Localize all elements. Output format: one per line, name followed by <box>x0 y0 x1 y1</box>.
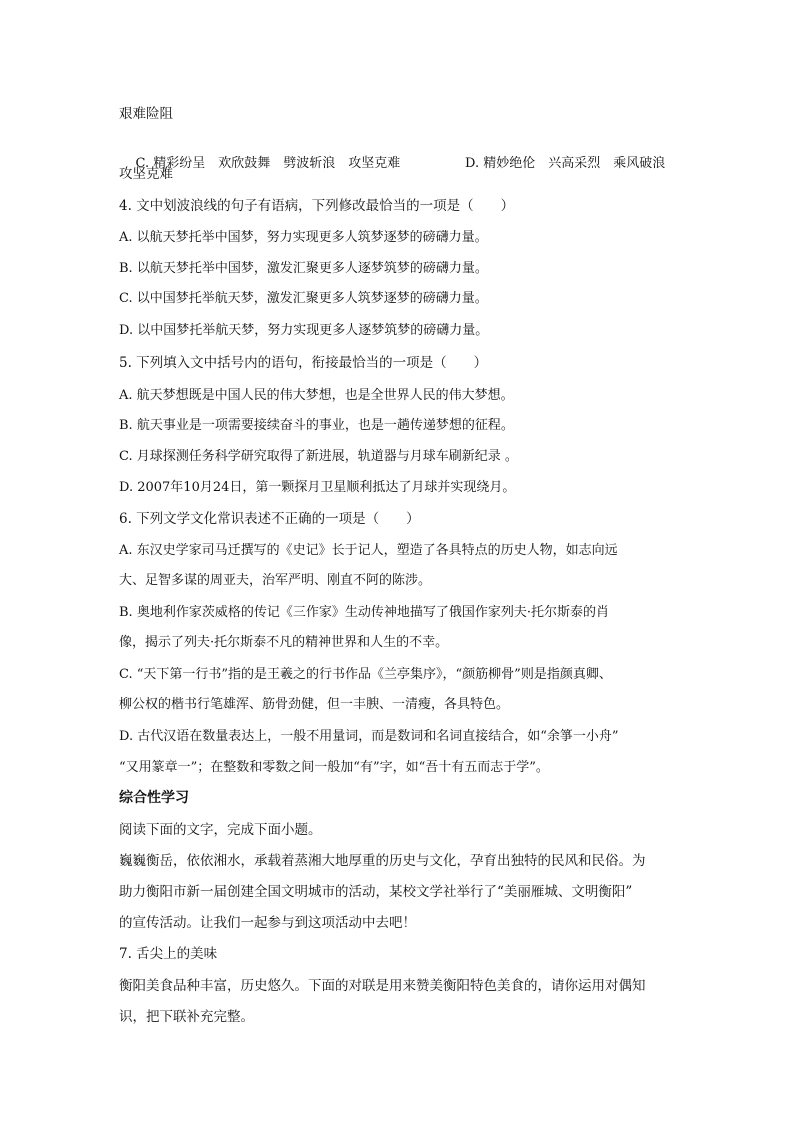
question-7-body: 衡阳美食品种丰富，历史悠久。下面的对联是用来赞美衡阳特色美食的，请你运用对偶知 <box>119 978 646 994</box>
question-4: 4. 文中划波浪线的句子有语病，下列修改最恰当的一项是（ ） <box>119 198 515 214</box>
question-6: 6. 下列文学文化常识表述不正确的一项是（ ） <box>119 511 420 527</box>
question-6-option-b-cont: 像，揭示了列夫·托尔斯泰不凡的精神世界和人生的不幸。 <box>119 635 449 650</box>
question-7: 7. 舌尖上的美味 <box>119 946 218 962</box>
question-5-option-d: D. 2007年10月24日，第一颗探月卫星顺利抵达了月球并实现绕月。 <box>119 480 516 495</box>
question-6-option-a-cont: 大、足智多谋的周亚夫，治军严明、刚直不阿的陈涉。 <box>119 573 432 588</box>
question-6-option-a: A. 东汉史学家司马迁撰写的《史记》长于记人，塑造了各具特点的历史人物，如志向远 <box>119 543 618 558</box>
section-heading: 综合性学习 <box>119 790 189 806</box>
question-5-option-c: C. 月球探测任务科学研究取得了新进展，轨道器与月球车刷新纪录 。 <box>119 449 518 464</box>
question-4-option-a: A. 以航天梦托举中国梦，努力实现更多人筑梦逐梦的磅礴力量。 <box>119 230 488 245</box>
question-6-option-c-cont: 柳公权的楷书行笔雄浑、筋骨劲健，但一丰腴、一清瘦，各具特色。 <box>119 697 510 712</box>
passage-line: 的宣传活动。让我们一起参与到这项活动中去吧！ <box>119 915 416 931</box>
question-6-option-c: C. “天下第一行书”指的是王羲之的行书作品《兰亭集序》，“颜筋柳骨”则是指颜真卿、 <box>119 667 612 682</box>
section-intro: 阅读下面的文字，完成下面小题。 <box>119 822 322 838</box>
passage-line: 巍巍衡岳，依依湘水，承载着蒸湘大地厚重的历史与文化，孕育出独特的民风和民俗。为 <box>119 853 646 869</box>
option-d: D. 精妙绝伦 兴高采烈 乘风破浪 <box>465 156 666 171</box>
question-7-body-cont: 识，把下联补充完整。 <box>119 1009 254 1025</box>
text-line: 攻坚克难 <box>119 166 173 182</box>
question-6-option-d: D. 古代汉语在数量表达上，一般不用量词，而是数词和名词直接结合，如“余箏一小舟” <box>119 729 619 744</box>
text-line: 艰难险阻 <box>119 106 173 122</box>
question-4-option-b: B. 以航天梦托举中国梦，激发汇聚更多人逐梦筑梦的磅礴力量。 <box>119 261 488 276</box>
question-4-option-c: C. 以中国梦托举航天梦，激发汇聚更多人筑梦逐梦的磅礴力量。 <box>119 291 488 306</box>
passage-line: 助力衡阳市新一届创建全国文明城市的活动，某校文学社举行了“美丽雁城、文明衡阳” <box>119 884 633 900</box>
question-5: 5. 下列填入文中括号内的语句，衔接最恰当的一项是（ ） <box>119 355 488 371</box>
question-5-option-a: A. 航天梦想既是中国人民的伟大梦想，也是全世界人民的伟大梦想。 <box>119 388 514 403</box>
question-6-option-b: B. 奥地利作家茨威格的传记《三作家》生动传神地描写了俄国作家列夫·托尔斯泰的肖 <box>119 605 609 620</box>
question-6-option-d-cont: “又用篆章一”；在整数和零数之间一般加“有”字，如“吾十有五而志于学”。 <box>119 760 549 775</box>
question-4-option-d: D. 以中国梦托举航天梦，努力实现更多人逐梦筑梦的磅礴力量。 <box>119 323 489 338</box>
option-c: C. 精彩纷呈 欢欣鼓舞 劈波斩浪 攻坚克难 <box>135 156 401 171</box>
question-5-option-b: B. 航天事业是一项需要接续奋斗的事业，也是一趟传递梦想的征程。 <box>119 418 514 433</box>
